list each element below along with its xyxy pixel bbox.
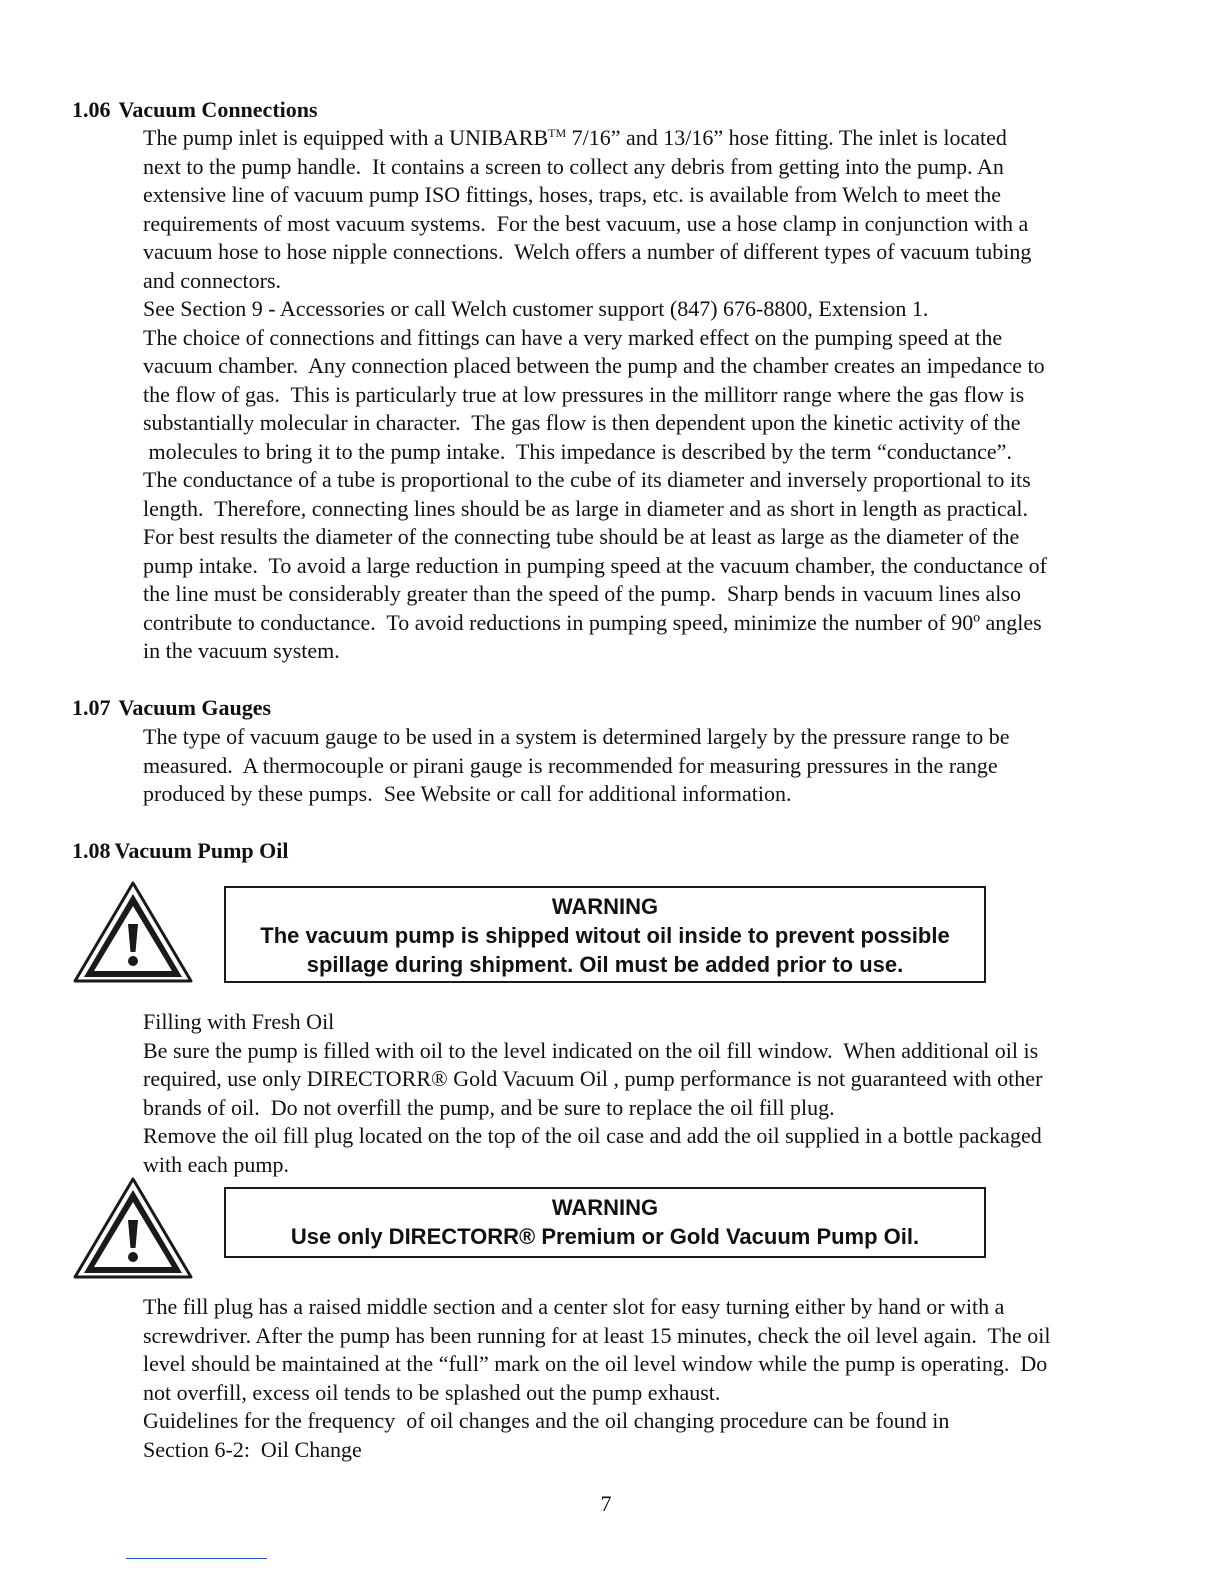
paragraph-line: requirements of most vacuum systems. For the best vacuum, use a hose clamp in conjunction with a	[143, 210, 1029, 236]
section-title: Vacuum Pump Oil	[114, 838, 289, 863]
section-heading-1-08	[72, 837, 289, 865]
text-run: The pump inlet is equipped with a UNIBARB	[143, 125, 549, 150]
paragraph-line: not overfill, excess oil tends to be splashed out the pump exhaust.	[143, 1379, 721, 1405]
page-number: 7	[600, 1491, 612, 1516]
paragraph-line: The type of vacuum gauge to be used in a system is determined largely by the pressure range to be	[143, 724, 1010, 749]
warning-text: The vacuum pump is shipped witout oil inside to prevent possible	[260, 923, 950, 948]
section-heading-1-07	[72, 694, 271, 722]
section-body-1-07	[143, 723, 1143, 809]
paragraph-line: required, use only DIRECTORR® Gold Vacuum Oil , pump performance is not guaranteed with other	[143, 1066, 1043, 1091]
fill-plug-instructions	[143, 1293, 1143, 1464]
paragraph-line: molecules to bring it to the pump intake. This impedance is described by the term “conductance”.	[143, 438, 1012, 464]
paragraph-line: vacuum chamber. Any connection placed between the pump and the chamber creates an impedance to	[143, 353, 1045, 378]
warning-title: WARNING	[551, 1195, 659, 1220]
warning-text: Use only DIRECTORR® Premium or Gold Vacuum Pump Oil.	[290, 1224, 920, 1249]
paragraph-line: in the vacuum system.	[143, 638, 340, 663]
paragraph-line: produced by these pumps. See Website or call for additional information.	[143, 781, 792, 806]
paragraph-line: Section 6-2: Oil Change	[143, 1436, 362, 1462]
paragraph-line: length. Therefore, connecting lines should be as large in diameter and as short in length as practical.	[143, 495, 1029, 521]
paragraph-line: pump intake. To avoid a large reduction in pumping speed at the vacuum chamber, the conductance of	[143, 552, 1047, 578]
warning-triangle-icon	[72, 1176, 194, 1282]
section-title: Vacuum Gauges	[118, 695, 272, 720]
section-title: Vacuum Connections	[118, 97, 318, 122]
paragraph-line: vacuum hose to hose nipple connections. Welch offers a number of different types of vacuum tubing	[143, 239, 1032, 264]
section-heading-1-06	[72, 96, 318, 124]
paragraph-line: contribute to conductance. To avoid reductions in pumping speed, minimize the number of 90º angles	[143, 609, 1042, 635]
paragraph-line: the line must be considerably greater than the speed of the pump. Sharp bends in vacuum lines also	[143, 581, 1021, 606]
paragraph-line: and connectors.	[143, 267, 282, 293]
warning-triangle-icon	[72, 880, 194, 986]
text-run: 7/16” and 13/16” hose fitting. The inlet is located	[566, 125, 1007, 150]
warning-box	[224, 1187, 986, 1258]
paragraph-line: Guidelines for the frequency of oil changes and the oil changing procedure can be found in	[143, 1408, 950, 1433]
section-number: 1.07	[72, 695, 111, 720]
paragraph-line: brands of oil. Do not overfill the pump, and be sure to replace the oil fill plug.	[143, 1094, 835, 1120]
paragraph-line: extensive line of vacuum pump ISO fittings, hoses, traps, etc. is available from Welch to meet the	[143, 182, 1002, 207]
paragraph-line: The fill plug has a raised middle section and a center slot for easy turning either by hand or with a	[143, 1294, 1005, 1319]
footer-divider	[126, 1558, 267, 1559]
paragraph-line: For best results the diameter of the connecting tube should be at least as large as the diameter of the	[143, 524, 1020, 549]
paragraph-line: with each pump.	[143, 1151, 290, 1177]
paragraph-line: screwdriver. After the pump has been running for at least 15 minutes, check the oil level again. The oil	[143, 1322, 1051, 1348]
paragraph-line	[143, 124, 1143, 153]
paragraph-line: measured. A thermocouple or pirani gauge is recommended for measuring pressures in the range	[143, 752, 998, 778]
warning-text: spillage during shipment. Oil must be added prior to use.	[306, 952, 904, 977]
paragraph-line: The conductance of a tube is proportional to the cube of its diameter and inversely proportional to its	[143, 467, 1031, 492]
section-number: 1.06	[72, 97, 111, 122]
paragraph-line: next to the pump handle. It contains a screen to collect any debris from getting into the pump. An	[143, 153, 1004, 179]
paragraph-line: Be sure the pump is filled with oil to the level indicated on the oil fill window. When additional oil is	[143, 1037, 1039, 1063]
fill-instructions	[143, 1008, 1143, 1179]
section-number: 1.08	[72, 838, 111, 863]
section-body-1-06	[143, 124, 1143, 666]
paragraph-line: The choice of connections and fittings can have a very marked effect on the pumping speed at the	[143, 324, 1003, 350]
paragraph-line: Filling with Fresh Oil	[143, 1009, 335, 1034]
warning-title: WARNING	[551, 894, 659, 919]
paragraph-line: the flow of gas. This is particularly true at low pressures in the millitorr range where the gas flow is	[143, 381, 1025, 407]
warning-box	[224, 886, 986, 983]
paragraph-line: substantially molecular in character. The gas flow is then dependent upon the kinetic activity of the	[143, 410, 1021, 435]
paragraph-line: level should be maintained at the “full” mark on the oil level window while the pump is operating. Do	[143, 1351, 1048, 1376]
paragraph-line: See Section 9 - Accessories or call Welch customer support (847) 676-8800, Extension 1.	[143, 296, 929, 321]
paragraph-line: Remove the oil fill plug located on the top of the oil case and add the oil supplied in a bottle packaged	[143, 1123, 1042, 1148]
trademark-mark: TM	[548, 126, 567, 140]
